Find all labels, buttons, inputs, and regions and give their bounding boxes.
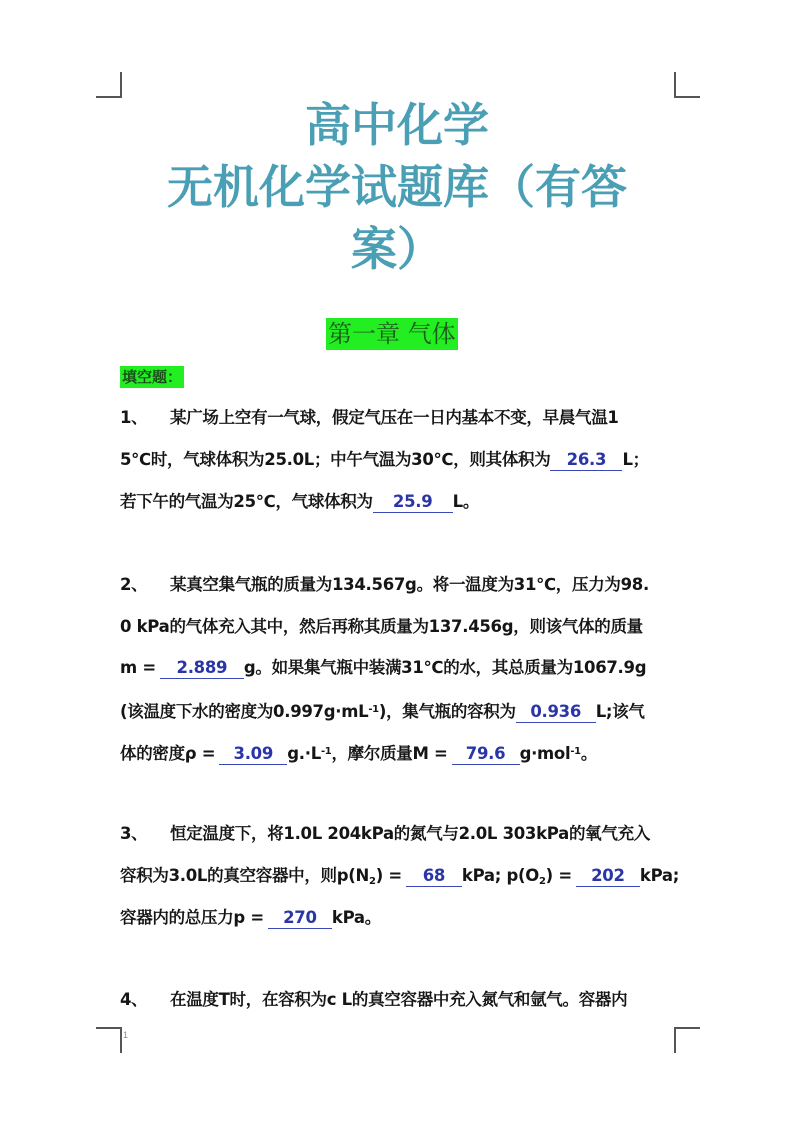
question-3-line-2	[120, 864, 680, 894]
crop-mark-bottom-left	[96, 1027, 122, 1053]
question-2-line-5	[120, 740, 680, 766]
question-text: 恒定温度下，将1.0L 204kPa的氮气与2.0L 303kPa的氧气充入	[170, 824, 650, 843]
question-text: 。	[580, 744, 598, 763]
question-text: 若下午的气温为25℃，气球体积为	[120, 492, 373, 511]
question-1-line-1	[120, 406, 680, 430]
question-text: L。	[452, 492, 480, 511]
chapter-heading: 第一章 气体	[328, 320, 456, 348]
question-3-line-1	[120, 822, 680, 846]
question-number: 4、	[120, 990, 148, 1009]
answer-blank: 270	[268, 908, 332, 929]
question-2-line-1	[120, 573, 680, 597]
answer-blank: 202	[576, 866, 640, 887]
answer-blank: 0.936	[516, 702, 596, 723]
crop-mark-bottom-right	[674, 1027, 700, 1053]
document-title-line-2: 无机化学试题库（有答	[167, 160, 627, 214]
question-text: ) =	[375, 866, 402, 885]
answer-blank: 2.889	[160, 658, 244, 679]
question-number: 3、	[120, 824, 148, 843]
superscript: -1	[320, 746, 332, 757]
question-text: ) =	[545, 866, 572, 885]
superscript: -1	[570, 746, 581, 757]
answer-blank: 26.3	[550, 450, 622, 471]
question-text: 在温度T时，在容积为c L的真空容器中充入氮气和氩气。容器内	[170, 990, 628, 1009]
question-text: 5℃时，气球体积为25.0L；中午气温为30℃，则其体积为	[120, 450, 551, 469]
question-text: 容器内的总压力p =	[120, 908, 264, 927]
subscript: 2	[539, 876, 546, 887]
question-text: g.·L	[287, 744, 321, 763]
document-title-line-3: 案）	[351, 222, 443, 276]
question-text: 某广场上空有一气球，假定气压在一日内基本不变，早晨气温1	[170, 408, 619, 427]
question-text: g·mol	[519, 744, 571, 763]
question-2-line-2	[120, 615, 680, 639]
question-text: 容积为3.0L的真空容器中，则p(N	[120, 866, 370, 885]
question-text: L；	[622, 450, 649, 469]
question-text: kPa; p(O	[461, 866, 539, 885]
document-title-line-1: 高中化学	[305, 98, 489, 152]
answer-blank: 79.6	[452, 744, 520, 765]
question-text: )，集气瓶的容积为	[378, 702, 516, 721]
question-number: 2、	[120, 575, 148, 594]
question-text: kPa。	[331, 908, 381, 927]
question-3-line-3	[120, 906, 680, 930]
question-text: 某真空集气瓶的质量为134.567g。将一温度为31℃，压力为98.	[170, 575, 649, 594]
question-4-line-1	[120, 988, 680, 1012]
answer-blank: 25.9	[373, 492, 453, 513]
crop-mark-top-left	[96, 72, 122, 98]
question-2-line-4	[120, 698, 680, 724]
question-text: L;该气	[595, 702, 645, 721]
question-number: 1、	[120, 408, 148, 427]
question-text: m =	[120, 658, 156, 677]
question-1-line-3	[120, 490, 680, 514]
section-label: 填空题：	[122, 368, 183, 386]
answer-blank: 3.09	[219, 744, 287, 765]
superscript: -1	[368, 704, 379, 715]
question-text: 0 kPa的气体充入其中，然后再称其质量为137.456g，则该气体的质量	[120, 617, 643, 636]
question-text: (该温度下水的密度为0.997g·mL	[120, 702, 369, 721]
question-text: 体的密度ρ =	[120, 744, 216, 763]
question-text: g。如果集气瓶中装满31℃的水，其总质量为1067.9g	[243, 658, 647, 677]
answer-blank: 68	[406, 866, 462, 887]
crop-mark-top-right	[674, 72, 700, 98]
question-text: ，摩尔质量M =	[331, 744, 448, 763]
question-text: kPa;	[639, 866, 680, 885]
question-2-line-3	[120, 656, 680, 680]
subscript: 2	[369, 876, 376, 887]
question-1-line-2	[120, 448, 680, 472]
page-number: 1	[123, 1030, 129, 1040]
